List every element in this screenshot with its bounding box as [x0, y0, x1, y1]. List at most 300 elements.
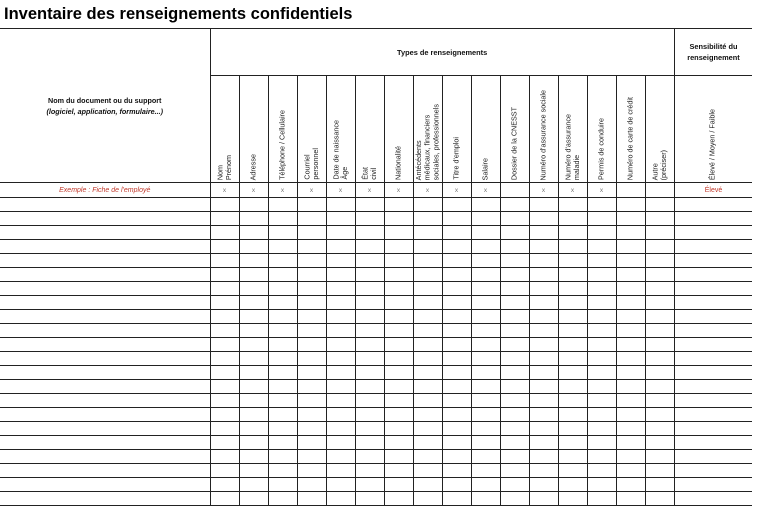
- type-entry-cell[interactable]: [384, 394, 413, 408]
- type-entry-cell[interactable]: [268, 254, 297, 268]
- type-entry-cell[interactable]: [587, 422, 616, 436]
- type-entry-cell[interactable]: [645, 408, 674, 422]
- type-entry-cell[interactable]: [471, 310, 500, 324]
- type-entry-cell[interactable]: [616, 254, 645, 268]
- type-entry-cell[interactable]: [471, 422, 500, 436]
- document-entry-cell[interactable]: [0, 422, 210, 436]
- type-entry-cell[interactable]: [500, 464, 529, 478]
- sensitivity-entry-cell[interactable]: [674, 254, 752, 268]
- type-entry-cell[interactable]: [355, 366, 384, 380]
- type-entry-cell[interactable]: [297, 324, 326, 338]
- type-entry-cell[interactable]: [413, 338, 442, 352]
- type-entry-cell[interactable]: [355, 226, 384, 240]
- type-entry-cell[interactable]: [587, 436, 616, 450]
- type-entry-cell[interactable]: [384, 254, 413, 268]
- type-entry-cell[interactable]: [645, 296, 674, 310]
- type-entry-cell[interactable]: [384, 240, 413, 254]
- document-entry-cell[interactable]: [0, 296, 210, 310]
- example-mark-cell[interactable]: x: [268, 183, 297, 198]
- type-entry-cell[interactable]: [413, 296, 442, 310]
- type-entry-cell[interactable]: [210, 296, 239, 310]
- type-entry-cell[interactable]: [268, 198, 297, 212]
- type-entry-cell[interactable]: [210, 408, 239, 422]
- type-entry-cell[interactable]: [239, 212, 268, 226]
- type-entry-cell[interactable]: [326, 380, 355, 394]
- type-entry-cell[interactable]: [616, 492, 645, 506]
- document-entry-cell[interactable]: [0, 268, 210, 282]
- type-entry-cell[interactable]: [616, 338, 645, 352]
- type-entry-cell[interactable]: [355, 450, 384, 464]
- type-entry-cell[interactable]: [645, 282, 674, 296]
- type-entry-cell[interactable]: [500, 296, 529, 310]
- type-entry-cell[interactable]: [413, 464, 442, 478]
- type-entry-cell[interactable]: [558, 254, 587, 268]
- sensitivity-entry-cell[interactable]: [674, 324, 752, 338]
- example-mark-cell[interactable]: x: [355, 183, 384, 198]
- sensitivity-entry-cell[interactable]: [674, 198, 752, 212]
- type-entry-cell[interactable]: [616, 310, 645, 324]
- type-entry-cell[interactable]: [384, 478, 413, 492]
- type-entry-cell[interactable]: [355, 310, 384, 324]
- type-entry-cell[interactable]: [645, 352, 674, 366]
- sensitivity-entry-cell[interactable]: [674, 310, 752, 324]
- type-entry-cell[interactable]: [500, 478, 529, 492]
- type-entry-cell[interactable]: [442, 226, 471, 240]
- type-entry-cell[interactable]: [297, 212, 326, 226]
- type-entry-cell[interactable]: [297, 422, 326, 436]
- type-entry-cell[interactable]: [268, 352, 297, 366]
- type-entry-cell[interactable]: [558, 198, 587, 212]
- type-entry-cell[interactable]: [645, 310, 674, 324]
- type-entry-cell[interactable]: [268, 324, 297, 338]
- type-entry-cell[interactable]: [558, 212, 587, 226]
- sensitivity-entry-cell[interactable]: [674, 394, 752, 408]
- document-entry-cell[interactable]: [0, 310, 210, 324]
- type-entry-cell[interactable]: [645, 324, 674, 338]
- sensitivity-entry-cell[interactable]: [674, 282, 752, 296]
- type-entry-cell[interactable]: [239, 198, 268, 212]
- type-entry-cell[interactable]: [500, 366, 529, 380]
- type-entry-cell[interactable]: [326, 254, 355, 268]
- type-entry-cell[interactable]: [645, 478, 674, 492]
- type-entry-cell[interactable]: [384, 436, 413, 450]
- type-entry-cell[interactable]: [210, 198, 239, 212]
- example-mark-cell[interactable]: x: [239, 183, 268, 198]
- type-entry-cell[interactable]: [355, 380, 384, 394]
- type-entry-cell[interactable]: [645, 226, 674, 240]
- type-entry-cell[interactable]: [471, 226, 500, 240]
- type-entry-cell[interactable]: [500, 240, 529, 254]
- type-entry-cell[interactable]: [326, 296, 355, 310]
- type-entry-cell[interactable]: [616, 450, 645, 464]
- type-entry-cell[interactable]: [413, 408, 442, 422]
- type-entry-cell[interactable]: [355, 296, 384, 310]
- type-entry-cell[interactable]: [268, 226, 297, 240]
- type-entry-cell[interactable]: [239, 310, 268, 324]
- example-mark-cell[interactable]: x: [442, 183, 471, 198]
- type-entry-cell[interactable]: [442, 310, 471, 324]
- type-entry-cell[interactable]: [529, 492, 558, 506]
- type-entry-cell[interactable]: [529, 296, 558, 310]
- type-entry-cell[interactable]: [384, 366, 413, 380]
- type-entry-cell[interactable]: [239, 254, 268, 268]
- type-entry-cell[interactable]: [297, 254, 326, 268]
- type-entry-cell[interactable]: [413, 380, 442, 394]
- type-entry-cell[interactable]: [442, 478, 471, 492]
- type-entry-cell[interactable]: [471, 212, 500, 226]
- type-entry-cell[interactable]: [355, 240, 384, 254]
- type-entry-cell[interactable]: [268, 464, 297, 478]
- type-entry-cell[interactable]: [471, 450, 500, 464]
- type-entry-cell[interactable]: [616, 436, 645, 450]
- type-entry-cell[interactable]: [326, 240, 355, 254]
- type-entry-cell[interactable]: [471, 324, 500, 338]
- type-entry-cell[interactable]: [442, 240, 471, 254]
- type-entry-cell[interactable]: [558, 408, 587, 422]
- type-entry-cell[interactable]: [268, 450, 297, 464]
- type-entry-cell[interactable]: [326, 366, 355, 380]
- type-entry-cell[interactable]: [500, 310, 529, 324]
- type-entry-cell[interactable]: [326, 450, 355, 464]
- type-entry-cell[interactable]: [471, 478, 500, 492]
- type-entry-cell[interactable]: [239, 450, 268, 464]
- type-entry-cell[interactable]: [384, 338, 413, 352]
- type-entry-cell[interactable]: [413, 212, 442, 226]
- type-entry-cell[interactable]: [384, 310, 413, 324]
- type-entry-cell[interactable]: [355, 478, 384, 492]
- type-entry-cell[interactable]: [500, 450, 529, 464]
- type-entry-cell[interactable]: [616, 198, 645, 212]
- type-entry-cell[interactable]: [297, 436, 326, 450]
- type-entry-cell[interactable]: [297, 268, 326, 282]
- type-entry-cell[interactable]: [616, 240, 645, 254]
- type-entry-cell[interactable]: [297, 366, 326, 380]
- type-entry-cell[interactable]: [355, 352, 384, 366]
- type-entry-cell[interactable]: [326, 352, 355, 366]
- type-entry-cell[interactable]: [587, 310, 616, 324]
- type-entry-cell[interactable]: [616, 380, 645, 394]
- type-entry-cell[interactable]: [587, 366, 616, 380]
- type-entry-cell[interactable]: [500, 352, 529, 366]
- type-entry-cell[interactable]: [413, 436, 442, 450]
- type-entry-cell[interactable]: [500, 436, 529, 450]
- type-entry-cell[interactable]: [558, 422, 587, 436]
- type-entry-cell[interactable]: [558, 366, 587, 380]
- example-sensitivity-cell[interactable]: Élevé: [674, 183, 752, 198]
- type-entry-cell[interactable]: [587, 464, 616, 478]
- type-entry-cell[interactable]: [558, 282, 587, 296]
- type-entry-cell[interactable]: [268, 240, 297, 254]
- type-entry-cell[interactable]: [442, 436, 471, 450]
- type-entry-cell[interactable]: [616, 366, 645, 380]
- type-entry-cell[interactable]: [529, 394, 558, 408]
- type-entry-cell[interactable]: [297, 240, 326, 254]
- type-entry-cell[interactable]: [384, 422, 413, 436]
- type-entry-cell[interactable]: [268, 296, 297, 310]
- sensitivity-entry-cell[interactable]: [674, 338, 752, 352]
- type-entry-cell[interactable]: [239, 436, 268, 450]
- type-entry-cell[interactable]: [268, 366, 297, 380]
- type-entry-cell[interactable]: [558, 380, 587, 394]
- type-entry-cell[interactable]: [297, 352, 326, 366]
- example-mark-cell[interactable]: [616, 183, 645, 198]
- type-entry-cell[interactable]: [239, 338, 268, 352]
- type-entry-cell[interactable]: [413, 394, 442, 408]
- type-entry-cell[interactable]: [210, 394, 239, 408]
- type-entry-cell[interactable]: [326, 198, 355, 212]
- example-mark-cell[interactable]: x: [529, 183, 558, 198]
- type-entry-cell[interactable]: [326, 324, 355, 338]
- type-entry-cell[interactable]: [529, 436, 558, 450]
- document-entry-cell[interactable]: [0, 254, 210, 268]
- type-entry-cell[interactable]: [529, 282, 558, 296]
- type-entry-cell[interactable]: [529, 310, 558, 324]
- type-entry-cell[interactable]: [239, 268, 268, 282]
- type-entry-cell[interactable]: [355, 254, 384, 268]
- type-entry-cell[interactable]: [239, 464, 268, 478]
- type-entry-cell[interactable]: [442, 464, 471, 478]
- type-entry-cell[interactable]: [210, 436, 239, 450]
- type-entry-cell[interactable]: [645, 366, 674, 380]
- type-entry-cell[interactable]: [326, 422, 355, 436]
- example-mark-cell[interactable]: [645, 183, 674, 198]
- type-entry-cell[interactable]: [210, 282, 239, 296]
- type-entry-cell[interactable]: [210, 310, 239, 324]
- type-entry-cell[interactable]: [355, 436, 384, 450]
- type-entry-cell[interactable]: [268, 408, 297, 422]
- type-entry-cell[interactable]: [384, 450, 413, 464]
- type-entry-cell[interactable]: [210, 226, 239, 240]
- type-entry-cell[interactable]: [413, 422, 442, 436]
- type-entry-cell[interactable]: [297, 394, 326, 408]
- type-entry-cell[interactable]: [413, 254, 442, 268]
- type-entry-cell[interactable]: [210, 254, 239, 268]
- type-entry-cell[interactable]: [413, 282, 442, 296]
- type-entry-cell[interactable]: [239, 240, 268, 254]
- type-entry-cell[interactable]: [297, 296, 326, 310]
- type-entry-cell[interactable]: [616, 296, 645, 310]
- type-entry-cell[interactable]: [239, 394, 268, 408]
- sensitivity-entry-cell[interactable]: [674, 478, 752, 492]
- example-mark-cell[interactable]: x: [558, 183, 587, 198]
- type-entry-cell[interactable]: [297, 338, 326, 352]
- type-entry-cell[interactable]: [442, 492, 471, 506]
- document-entry-cell[interactable]: [0, 226, 210, 240]
- type-entry-cell[interactable]: [210, 450, 239, 464]
- type-entry-cell[interactable]: [384, 198, 413, 212]
- type-entry-cell[interactable]: [471, 408, 500, 422]
- type-entry-cell[interactable]: [616, 464, 645, 478]
- document-entry-cell[interactable]: [0, 324, 210, 338]
- type-entry-cell[interactable]: [239, 380, 268, 394]
- sensitivity-entry-cell[interactable]: [674, 408, 752, 422]
- type-entry-cell[interactable]: [529, 198, 558, 212]
- example-document-cell[interactable]: Exemple : Fiche de l'employé: [0, 183, 210, 198]
- type-entry-cell[interactable]: [558, 338, 587, 352]
- type-entry-cell[interactable]: [442, 352, 471, 366]
- type-entry-cell[interactable]: [413, 310, 442, 324]
- type-entry-cell[interactable]: [529, 450, 558, 464]
- type-entry-cell[interactable]: [645, 380, 674, 394]
- type-entry-cell[interactable]: [587, 394, 616, 408]
- sensitivity-entry-cell[interactable]: [674, 464, 752, 478]
- document-entry-cell[interactable]: [0, 408, 210, 422]
- type-entry-cell[interactable]: [355, 198, 384, 212]
- type-entry-cell[interactable]: [529, 366, 558, 380]
- type-entry-cell[interactable]: [645, 450, 674, 464]
- type-entry-cell[interactable]: [616, 226, 645, 240]
- type-entry-cell[interactable]: [413, 268, 442, 282]
- type-entry-cell[interactable]: [297, 450, 326, 464]
- type-entry-cell[interactable]: [297, 380, 326, 394]
- type-entry-cell[interactable]: [413, 366, 442, 380]
- type-entry-cell[interactable]: [355, 212, 384, 226]
- type-entry-cell[interactable]: [529, 268, 558, 282]
- document-entry-cell[interactable]: [0, 394, 210, 408]
- type-entry-cell[interactable]: [645, 394, 674, 408]
- type-entry-cell[interactable]: [471, 366, 500, 380]
- type-entry-cell[interactable]: [326, 268, 355, 282]
- type-entry-cell[interactable]: [384, 226, 413, 240]
- type-entry-cell[interactable]: [558, 310, 587, 324]
- type-entry-cell[interactable]: [384, 212, 413, 226]
- type-entry-cell[interactable]: [558, 478, 587, 492]
- type-entry-cell[interactable]: [442, 394, 471, 408]
- example-mark-cell[interactable]: x: [384, 183, 413, 198]
- type-entry-cell[interactable]: [239, 282, 268, 296]
- type-entry-cell[interactable]: [268, 380, 297, 394]
- document-entry-cell[interactable]: [0, 478, 210, 492]
- type-entry-cell[interactable]: [500, 226, 529, 240]
- type-entry-cell[interactable]: [587, 254, 616, 268]
- type-entry-cell[interactable]: [587, 282, 616, 296]
- type-entry-cell[interactable]: [239, 226, 268, 240]
- type-entry-cell[interactable]: [210, 422, 239, 436]
- type-entry-cell[interactable]: [442, 324, 471, 338]
- type-entry-cell[interactable]: [413, 324, 442, 338]
- type-entry-cell[interactable]: [616, 352, 645, 366]
- type-entry-cell[interactable]: [558, 296, 587, 310]
- type-entry-cell[interactable]: [558, 492, 587, 506]
- type-entry-cell[interactable]: [384, 296, 413, 310]
- type-entry-cell[interactable]: [268, 310, 297, 324]
- type-entry-cell[interactable]: [471, 338, 500, 352]
- type-entry-cell[interactable]: [355, 464, 384, 478]
- type-entry-cell[interactable]: [558, 450, 587, 464]
- type-entry-cell[interactable]: [442, 366, 471, 380]
- type-entry-cell[interactable]: [210, 240, 239, 254]
- sensitivity-entry-cell[interactable]: [674, 352, 752, 366]
- type-entry-cell[interactable]: [558, 394, 587, 408]
- type-entry-cell[interactable]: [297, 478, 326, 492]
- type-entry-cell[interactable]: [239, 422, 268, 436]
- document-entry-cell[interactable]: [0, 240, 210, 254]
- type-entry-cell[interactable]: [442, 212, 471, 226]
- type-entry-cell[interactable]: [529, 240, 558, 254]
- type-entry-cell[interactable]: [529, 254, 558, 268]
- type-entry-cell[interactable]: [616, 268, 645, 282]
- type-entry-cell[interactable]: [500, 212, 529, 226]
- type-entry-cell[interactable]: [529, 226, 558, 240]
- type-entry-cell[interactable]: [529, 380, 558, 394]
- type-entry-cell[interactable]: [355, 394, 384, 408]
- type-entry-cell[interactable]: [326, 492, 355, 506]
- type-entry-cell[interactable]: [355, 268, 384, 282]
- type-entry-cell[interactable]: [413, 198, 442, 212]
- document-entry-cell[interactable]: [0, 464, 210, 478]
- type-entry-cell[interactable]: [384, 380, 413, 394]
- type-entry-cell[interactable]: [587, 296, 616, 310]
- type-entry-cell[interactable]: [645, 268, 674, 282]
- type-entry-cell[interactable]: [239, 296, 268, 310]
- type-entry-cell[interactable]: [442, 282, 471, 296]
- type-entry-cell[interactable]: [210, 464, 239, 478]
- sensitivity-entry-cell[interactable]: [674, 296, 752, 310]
- sensitivity-entry-cell[interactable]: [674, 268, 752, 282]
- sensitivity-entry-cell[interactable]: [674, 436, 752, 450]
- example-mark-cell[interactable]: x: [471, 183, 500, 198]
- document-entry-cell[interactable]: [0, 338, 210, 352]
- type-entry-cell[interactable]: [355, 282, 384, 296]
- document-entry-cell[interactable]: [0, 366, 210, 380]
- type-entry-cell[interactable]: [471, 352, 500, 366]
- type-entry-cell[interactable]: [645, 436, 674, 450]
- type-entry-cell[interactable]: [355, 492, 384, 506]
- type-entry-cell[interactable]: [210, 478, 239, 492]
- type-entry-cell[interactable]: [355, 408, 384, 422]
- type-entry-cell[interactable]: [529, 324, 558, 338]
- type-entry-cell[interactable]: [268, 282, 297, 296]
- type-entry-cell[interactable]: [384, 464, 413, 478]
- type-entry-cell[interactable]: [413, 478, 442, 492]
- type-entry-cell[interactable]: [442, 338, 471, 352]
- type-entry-cell[interactable]: [413, 352, 442, 366]
- type-entry-cell[interactable]: [297, 310, 326, 324]
- type-entry-cell[interactable]: [297, 492, 326, 506]
- type-entry-cell[interactable]: [210, 492, 239, 506]
- type-entry-cell[interactable]: [268, 338, 297, 352]
- type-entry-cell[interactable]: [326, 226, 355, 240]
- sensitivity-entry-cell[interactable]: [674, 450, 752, 464]
- type-entry-cell[interactable]: [326, 212, 355, 226]
- type-entry-cell[interactable]: [558, 464, 587, 478]
- document-entry-cell[interactable]: [0, 436, 210, 450]
- type-entry-cell[interactable]: [239, 366, 268, 380]
- type-entry-cell[interactable]: [326, 394, 355, 408]
- type-entry-cell[interactable]: [471, 436, 500, 450]
- type-entry-cell[interactable]: [587, 212, 616, 226]
- type-entry-cell[interactable]: [442, 450, 471, 464]
- type-entry-cell[interactable]: [500, 408, 529, 422]
- type-entry-cell[interactable]: [210, 366, 239, 380]
- type-entry-cell[interactable]: [471, 296, 500, 310]
- type-entry-cell[interactable]: [471, 464, 500, 478]
- type-entry-cell[interactable]: [297, 282, 326, 296]
- type-entry-cell[interactable]: [384, 268, 413, 282]
- document-entry-cell[interactable]: [0, 450, 210, 464]
- type-entry-cell[interactable]: [239, 352, 268, 366]
- example-mark-cell[interactable]: [500, 183, 529, 198]
- type-entry-cell[interactable]: [297, 408, 326, 422]
- type-entry-cell[interactable]: [326, 338, 355, 352]
- type-entry-cell[interactable]: [587, 338, 616, 352]
- type-entry-cell[interactable]: [268, 212, 297, 226]
- type-entry-cell[interactable]: [471, 198, 500, 212]
- type-entry-cell[interactable]: [326, 436, 355, 450]
- type-entry-cell[interactable]: [616, 478, 645, 492]
- type-entry-cell[interactable]: [442, 422, 471, 436]
- type-entry-cell[interactable]: [587, 198, 616, 212]
